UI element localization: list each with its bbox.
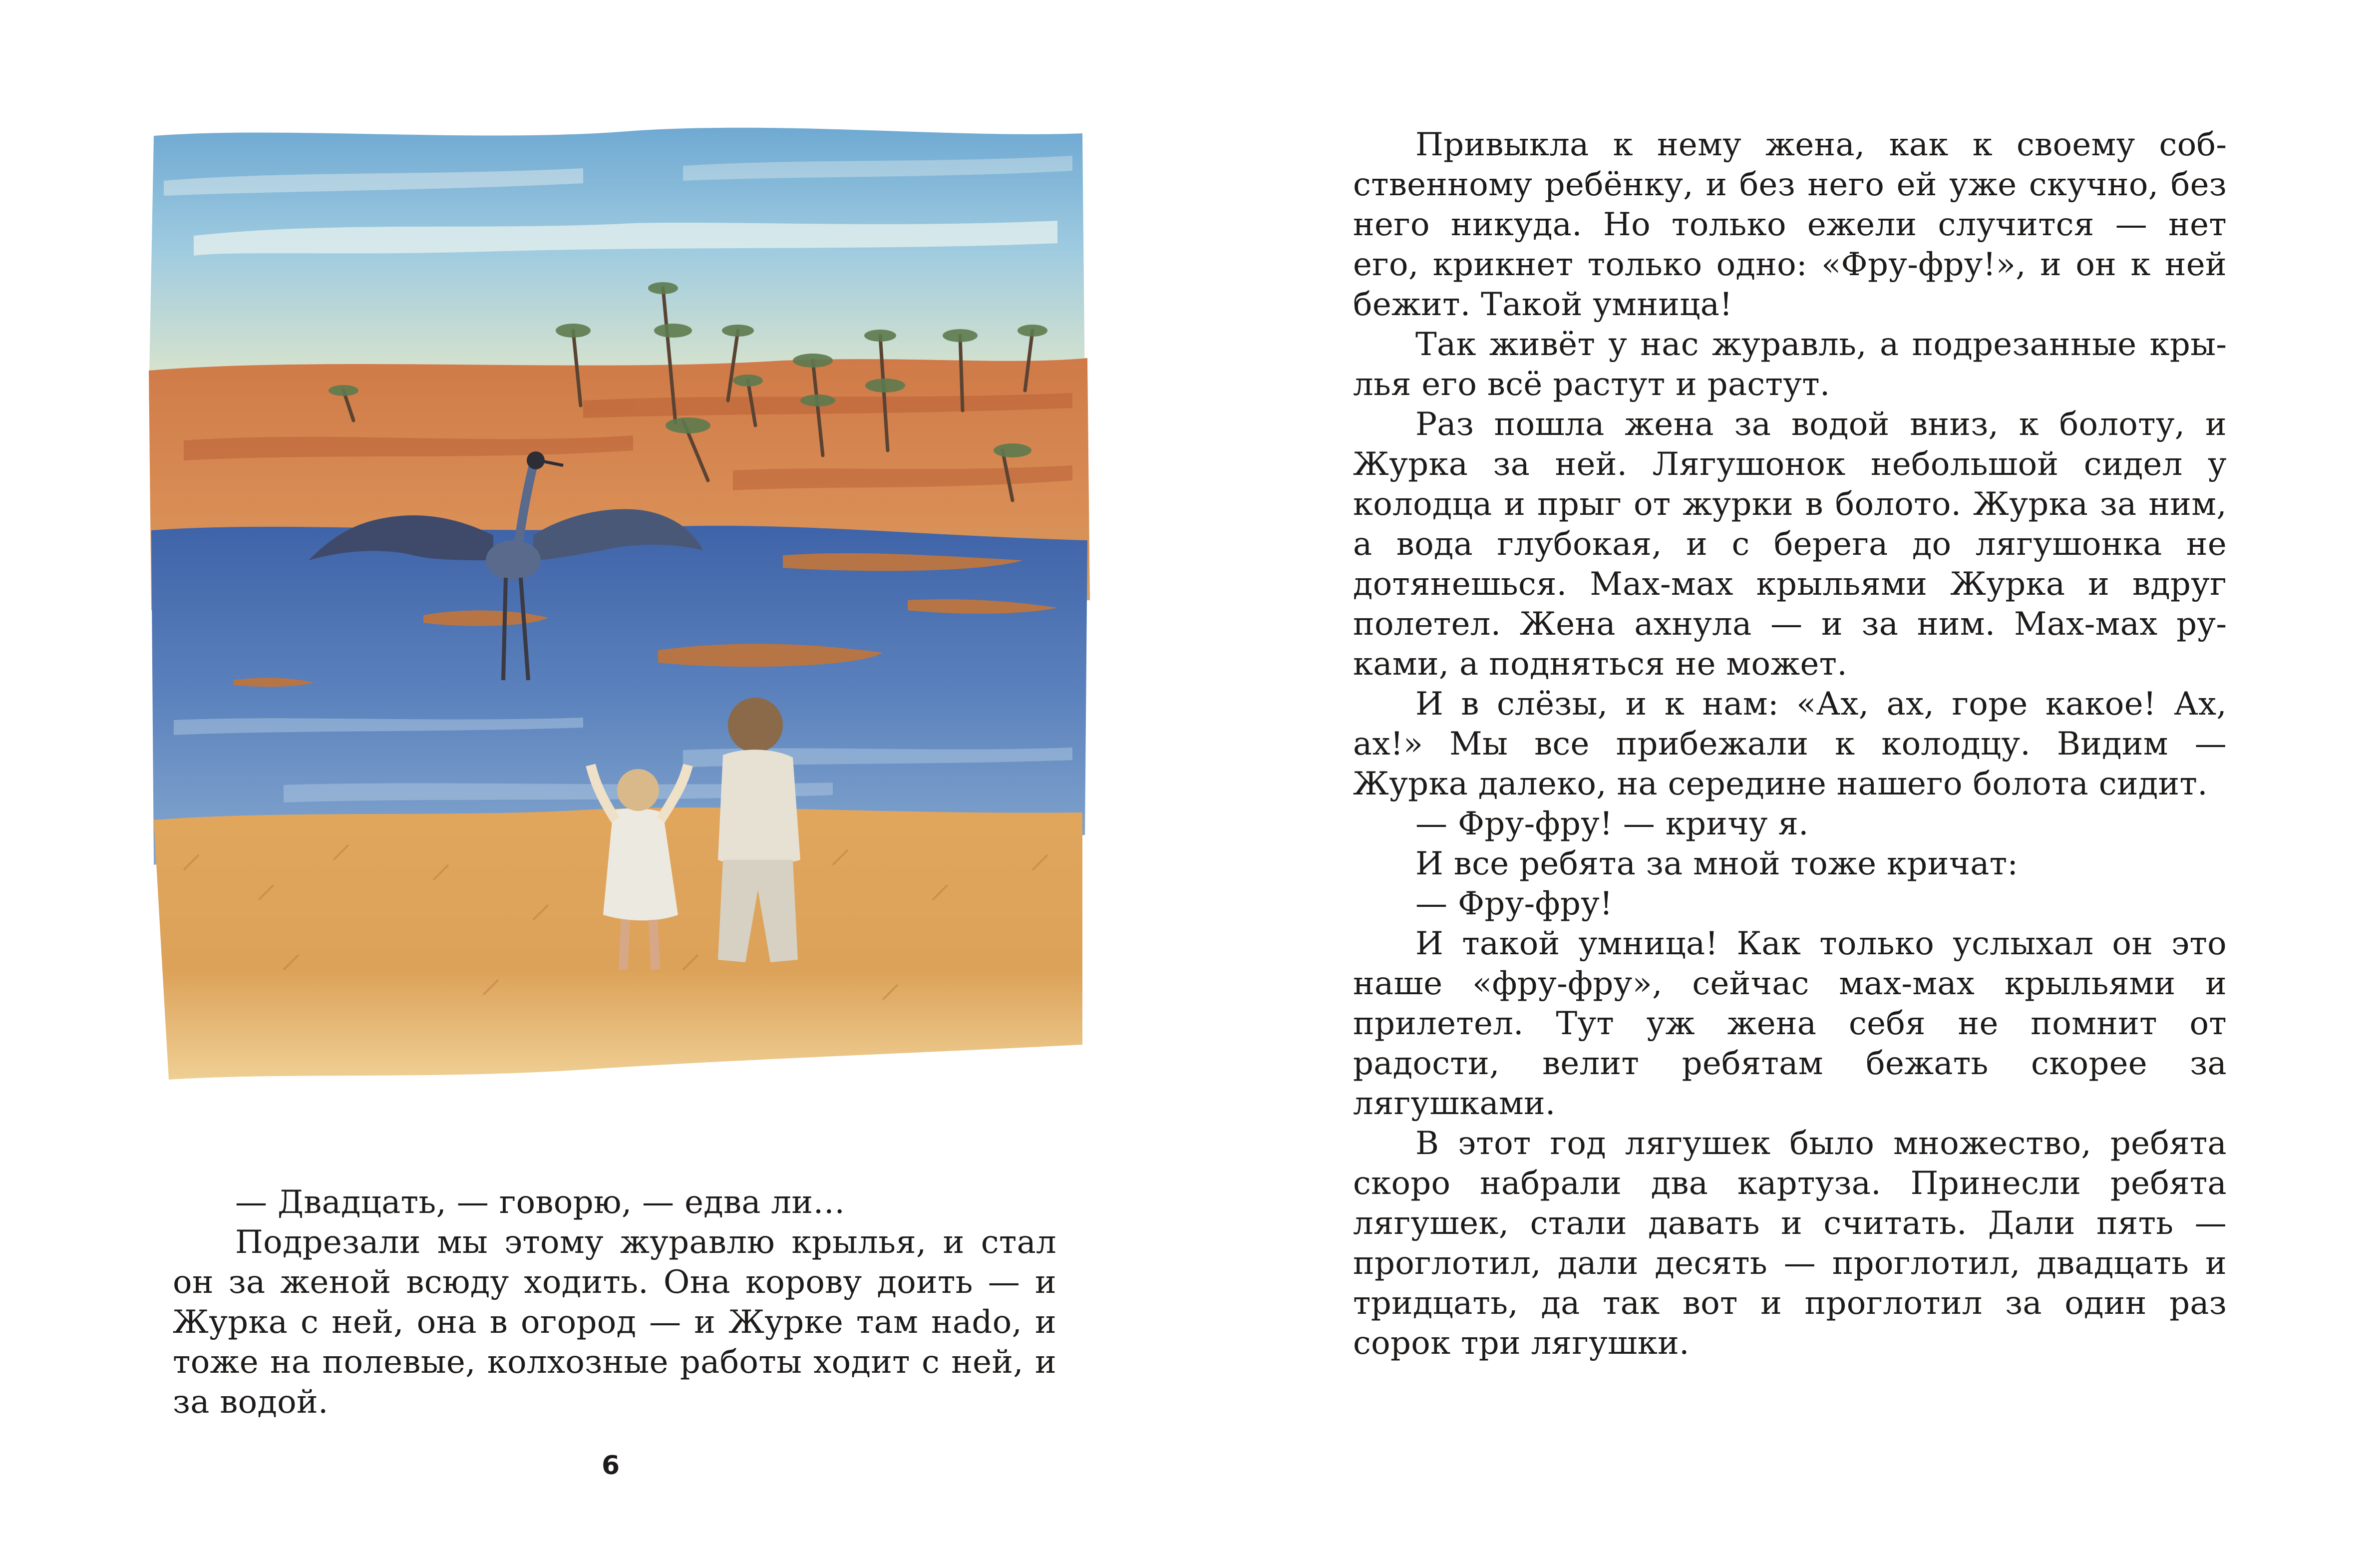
right-text-block <box>1353 125 2227 1363</box>
crane-body <box>486 540 541 580</box>
right-paragraph-7: — Фру-фру! <box>1415 885 1613 922</box>
left-paragraph-2: Подрезали мы этому журавлю крылья, и стал он за женой всюду ходить. Она корову доить — и Журка с ней, она в огород — и Журке там наdо, и тоже на полевые, колхозные работы ходит с ней, и за водой. <box>173 1224 1056 1421</box>
girl-head <box>617 769 659 811</box>
right-paragraph-5: — Фру-фру! — кричу я. <box>1415 805 1809 842</box>
right-paragraph-2: Так живёт у нас журавль, а подрезанные крылья его всё растут и растут. <box>1353 326 2227 403</box>
page-number: 6 <box>602 1451 620 1481</box>
right-paragraph-9: В этот год лягушек было множество, ребята скоро набрали два картуза. Принесли ребята лягушек, стали давать и считать. Дали пять — проглотил, дали десять — проглотил, двадцать и тридцать, да так вот и проглотил за один раз сорок три лягушки. <box>1353 1125 2227 1362</box>
illustration-svg <box>134 121 1100 1154</box>
left-paragraph-1: — Двадцать, — говорю, — едва ли… <box>235 1184 845 1221</box>
crane-head <box>527 451 545 469</box>
right-paragraph-3: Раз пошла жена за водой вниз, к болоту, и Журка за ней. Лягушонок небольшой сидел у колодца и прыг от журки в болото. Журка за ним, а вода глубокая, и с берега до лягушонка не дотянешься. Мах-мах крыльями Журка и вдруг полетел. Жена ахнула — и за ним. Мах-мах руками, а подняться не может. <box>1353 406 2227 683</box>
boy-head <box>728 698 783 753</box>
boy-shirt <box>718 750 800 865</box>
illustration-crane-swamp <box>134 121 1100 1154</box>
right-paragraph-1: Привыкла к нему жена, как к своему собственному ребёнку, и без него ей уже скучно, без него никуда. Но только ежели случится — нет его, крикнет только одно: «Фру-фру!», и он к ней бежит. Такой умница! <box>1353 126 2227 323</box>
right-paragraph-8: И такой умница! Как только услыхал он это наше «фру-фру», сейчас мах-мах крыльями и прилетел. Тут уж жена себя не помнит от радости, велит ребятам бежать скорее за лягушками. <box>1353 925 2227 1122</box>
right-paragraph-6: И все ребята за мной тоже кричат: <box>1415 845 2019 882</box>
right-page <box>1190 0 2380 1563</box>
right-paragraph-4: И в слёзы, и к нам: «Ах, ах, горе какое! Ах, ах!» Мы все прибежали к колодцу. Видим — Журка далеко, на середине нашего болота сидит. <box>1353 686 2227 802</box>
left-text-block <box>173 1182 1056 1422</box>
